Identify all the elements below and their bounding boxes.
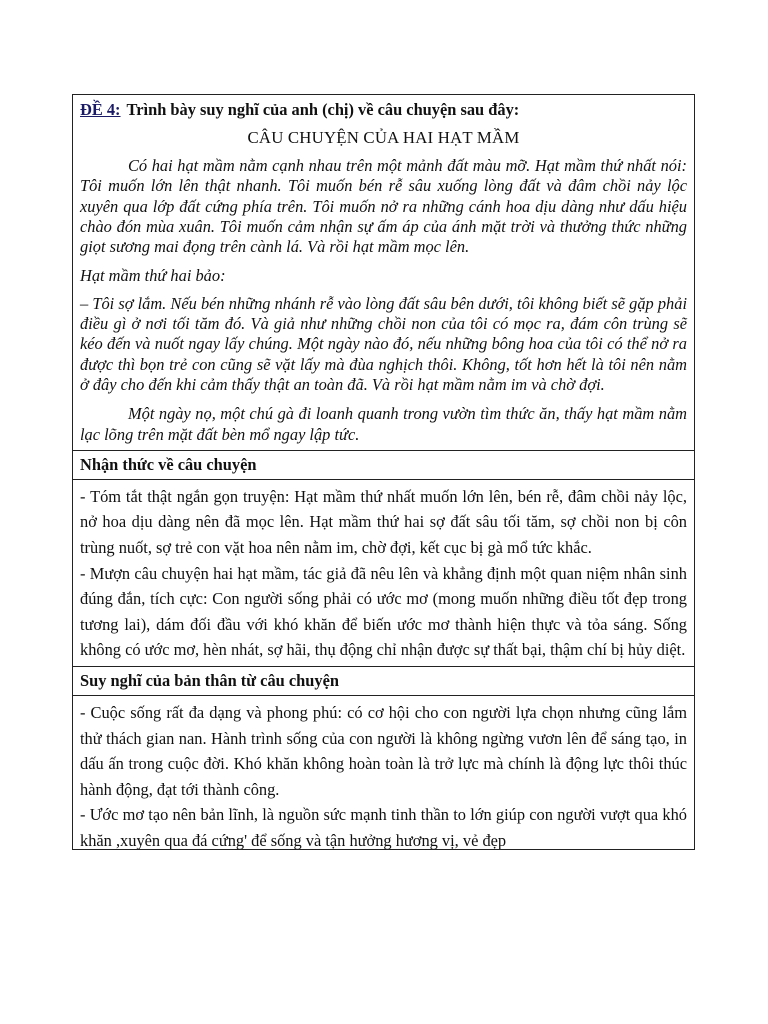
story-title: CÂU CHUYỆN CỦA HAI HẠT MẦM — [247, 128, 520, 147]
story-paragraph: Hạt mầm thứ hai bảo: — [80, 266, 226, 286]
awareness-content — [73, 480, 694, 667]
reflection-point: - Ước mơ tạo nên bản lĩnh, là nguồn sức mạnh tinh thần to lớn giúp con người vượt qua khó khăn ,xuyên qua đá cứng' để sống và tận hưởng hương vị, vẻ đẹp — [80, 805, 687, 850]
story-paragraph: – Tôi sợ lắm. Nếu bén những nhánh rễ vào lòng đất sâu bên dưới, tôi không biết sẽ gặp phải điều gì ở nơi tối tăm đó. Và giả như những chồi non của tôi có mọc ra, đám côn trùng sẽ kéo đến và nuốt ngay lấy chúng. Một ngày nào đó, nếu những bông hoa của tôi có thể nở ra được thì bọn trẻ con cũng sẽ vặt lấy mà đùa nghịch thôi. Không, tốt hơn hết là tôi nên nằm ở đây cho đến khi cảm thấy thật an toàn đã. Và rồi hạt mầm nằm im và chờ đợi. — [80, 293, 687, 394]
story-paragraph: Một ngày nọ, một chú gà đi loanh quanh trong vườn tìm thức ăn, thấy hạt mầm nằm lạc lõng trên mặt đất bèn mổ ngay lập tức. — [80, 404, 687, 444]
exercise-prompt — [80, 99, 687, 121]
reflection-content — [73, 696, 694, 849]
awareness-point: - Mượn câu chuyện hai hạt mầm, tác giả đã nêu lên và khẳng định một quan niệm nhân sinh đúng đắn, tích cực: Con người sống phải có ước mơ (mong muốn những điều tốt đẹp trong tương lai), dám đối đầu với khó khăn để biến ước mơ thành hiện thực và tỏa sáng. Sống không có ước mơ, hèn nhát, sợ hãi, thụ động chỉ nhận được sự thất bại, thậm chí bị hủy diệt. — [80, 563, 687, 660]
prompt-cell — [73, 95, 694, 451]
awareness-point: - Tóm tắt thật ngắn gọn truyện: Hạt mầm thứ nhất muốn lớn lên, bén rễ, đâm chồi nảy lộc, nở hoa dịu dàng nên đã mọc lên. Hạt mầm thứ hai sợ đất sâu tối tăm, sợ chồi non bị côn trùng nuốt, sợ trẻ con vặt hoa nên nằm im, chờ đợi, kết cục bị gà mổ tức khắc. — [80, 486, 687, 558]
section-heading-reflection: Suy nghĩ của bản thân từ câu chuyện — [73, 667, 694, 696]
section-heading-awareness: Nhận thức về câu chuyện — [73, 451, 694, 480]
exercise-number: ĐỀ 4: — [80, 100, 121, 119]
document-table — [72, 94, 695, 850]
exercise-instruction: Trình bày suy nghĩ của anh (chị) về câu chuyện sau đây: — [126, 100, 520, 119]
reflection-point: - Cuộc sống rất đa dạng và phong phú: có cơ hội cho con người lựa chọn nhưng cũng lắm thử thách gian nan. Hành trình sống của con người là không ngừng vươn lên để sáng tạo, in dấu ấn trong cuộc đời. Khó khăn không hoàn toàn là trở lực mà chính là động lực thôi thúc hành động, đạt tới thành công. — [80, 703, 687, 799]
story-paragraph: Có hai hạt mầm nằm cạnh nhau trên một mảnh đất màu mỡ. Hạt mầm thứ nhất nói: Tôi muốn lớn lên thật nhanh. Tôi muốn bén rễ sâu xuống lòng đất và đâm chồi nảy lộc xuyên qua lớp đất cứng phía trên. Tôi muốn nở ra những cánh hoa dịu dàng như dấu hiệu chào đón mùa xuân. Tôi muốn cảm nhận sự ấm áp của ánh mặt trời và thưởng thức những giọt sương mai đọng trên cành lá. Và rồi hạt mầm mọc lên. — [80, 156, 687, 257]
